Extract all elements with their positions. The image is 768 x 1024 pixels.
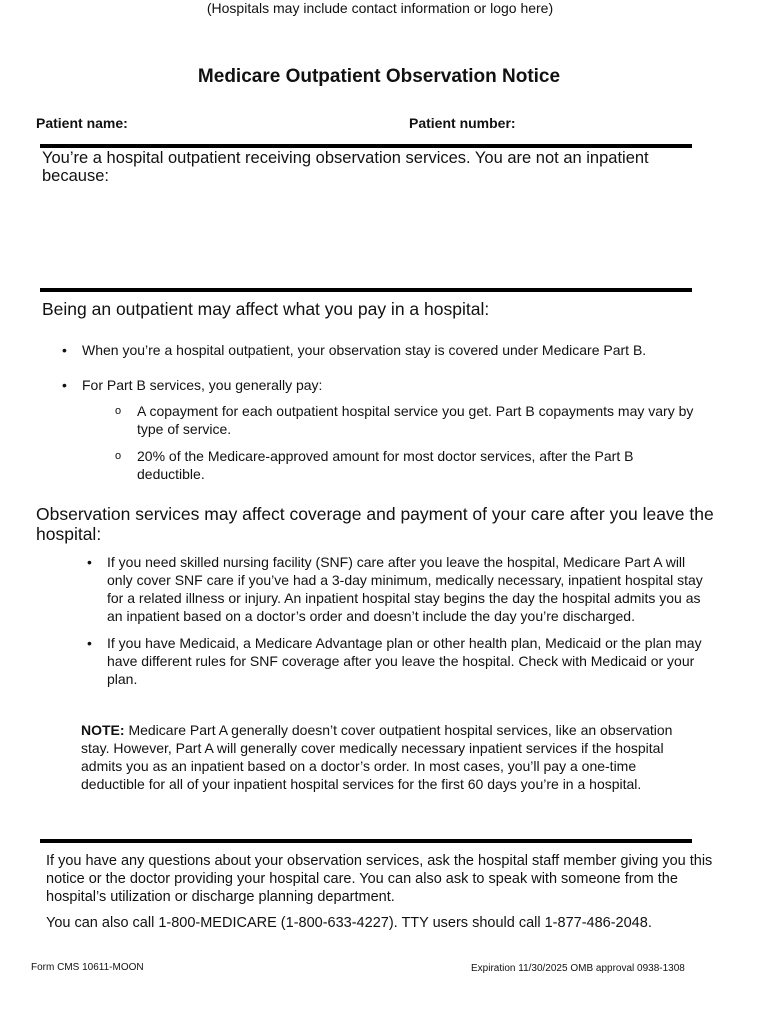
payment-section-heading: Being an outpatient may affect what you pay in a hospital: xyxy=(42,299,490,319)
divider-middle xyxy=(40,288,692,292)
patient-number-label: Patient number: xyxy=(409,115,516,131)
page-title: Medicare Outpatient Observation Notice xyxy=(197,66,561,87)
expiration-omb: Expiration 11/30/2025 OMB approval 0938-1308 xyxy=(471,963,685,974)
outpatient-reason-text: You’re a hospital outpatient receiving observation services. You are not an inpatient because: xyxy=(42,149,649,185)
patient-name-label: Patient name: xyxy=(36,115,128,131)
divider-bottom xyxy=(40,839,692,843)
logo-placeholder-note: (Hospitals may include contact information or logo here) xyxy=(206,0,554,16)
list-item: • If you need skilled nursing facility (SNF) care after you leave the hospital, Medicare Part A will only cover SNF care if you’ve had a 3-day minimum, medically necessary, inpatient hospital stay for a related illness or injury. An inpatient hospital stay begins the day the hospital admits you as an inpatient based on a doctor’s order and doesn’t include the day you’re discharged. xyxy=(85,553,713,625)
note-label: NOTE: xyxy=(81,722,125,738)
part-b-costs-sublist xyxy=(115,402,705,492)
observation-bullet-list xyxy=(85,553,713,697)
payment-bullet-list xyxy=(60,341,720,411)
list-item: • For Part B services, you generally pay: xyxy=(60,376,720,394)
medicare-phone-text: You can also call 1-800-MEDICARE (1-800-633-4227). TTY users should call 1-877-486-2048. xyxy=(46,915,652,931)
note-paragraph xyxy=(81,721,701,793)
list-item: • When you’re a hospital outpatient, your observation stay is covered under Medicare Part B. xyxy=(60,341,720,359)
note-text: Medicare Part A generally doesn’t cover outpatient hospital services, like an observation stay. However, Part A will generally cover medically necessary inpatient services if the hospital admits you as an inpatient based on a doctor’s order. In most cases, you’ll pay a one-time deductible for all of your inpatient hospital services for the first 60 days you’re in a hospital. xyxy=(81,722,673,792)
list-item: o 20% of the Medicare-approved amount for most doctor services, after the Part B deductible. xyxy=(115,447,705,483)
contact-section xyxy=(46,852,726,940)
observation-section-heading: Observation services may affect coverage and payment of your care after you leave the hospital: xyxy=(36,504,714,544)
list-item: o A copayment for each outpatient hospital service you get. Part B copayments may vary by type of service. xyxy=(115,402,705,438)
list-item: • If you have Medicaid, a Medicare Advantage plan or other health plan, Medicaid or the plan may have different rules for SNF coverage after you leave the hospital. Check with Medicaid or your plan. xyxy=(85,634,713,688)
questions-text: If you have any questions about your observation services, ask the hospital staff member giving you this notice or the doctor providing your hospital care. You can also ask to speak with someone from the hospital’s utilization or discharge planning department. xyxy=(46,853,713,905)
divider-top xyxy=(40,144,692,148)
form-id: Form CMS 10611-MOON xyxy=(31,962,144,973)
